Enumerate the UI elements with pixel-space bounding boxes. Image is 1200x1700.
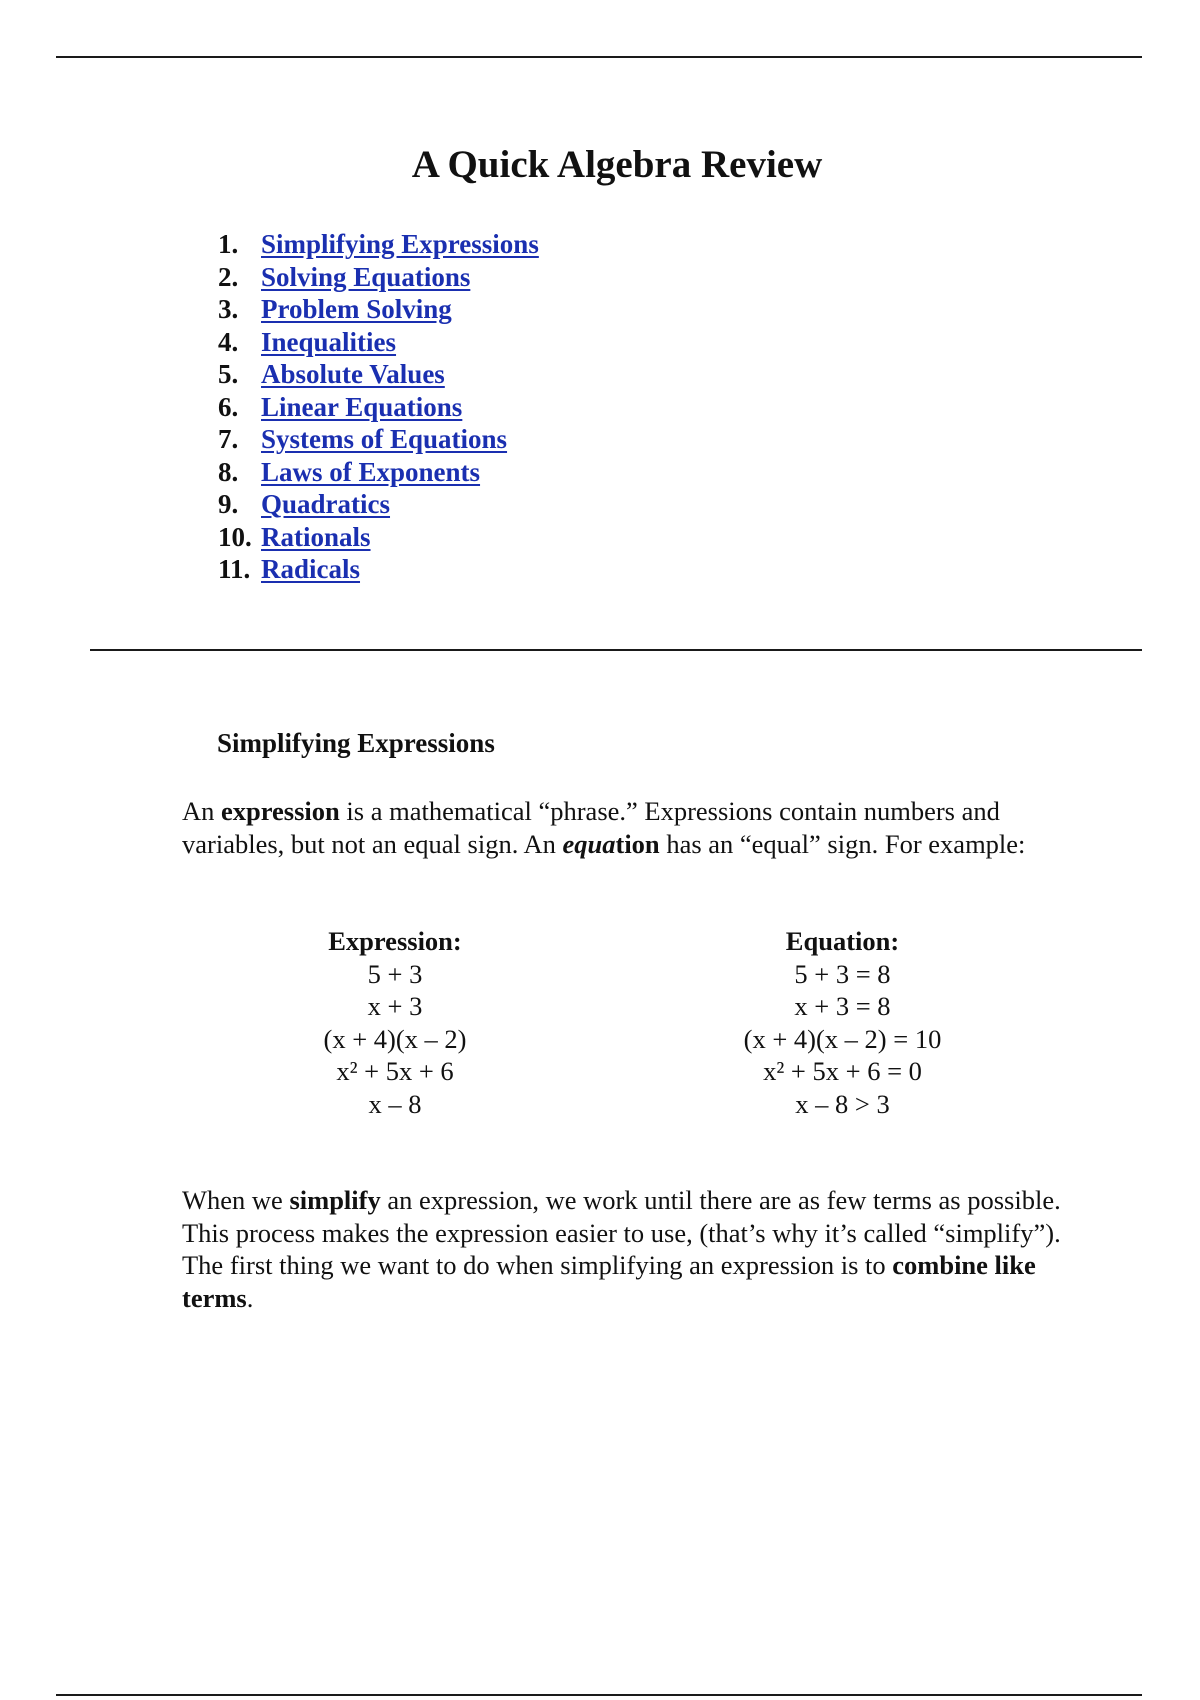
toc-item — [218, 228, 539, 261]
toc-item — [218, 391, 539, 424]
toc-link-solving-equations[interactable]: Solving Equations — [261, 261, 471, 292]
term-combine-like-terms: combine like terms — [182, 1250, 1036, 1313]
expression-heading: Expression: — [328, 926, 462, 956]
term-expression: expression — [221, 796, 340, 826]
equation-example: x² + 5x + 6 = 0 — [763, 1056, 922, 1086]
toc-link-laws-of-exponents[interactable]: Laws of Exponents — [261, 456, 481, 487]
toc-link-rationals[interactable]: Rationals — [261, 521, 371, 552]
toc-item — [218, 488, 539, 521]
toc-item — [218, 521, 539, 554]
toc-number: 1. — [218, 229, 239, 259]
intro-text: An — [182, 796, 222, 826]
table-of-contents — [218, 228, 539, 586]
intro-paragraph — [182, 795, 1062, 860]
equation-example: 5 + 3 = 8 — [794, 958, 891, 989]
page-title: A Quick Algebra Review — [411, 143, 823, 186]
top-rule — [56, 56, 1142, 58]
toc-item — [218, 261, 539, 294]
toc-link-inequalities[interactable]: Inequalities — [261, 326, 397, 357]
term-simplify: simplify — [289, 1185, 381, 1215]
expression-example: (x + 4)(x – 2) — [323, 1023, 467, 1054]
toc-number: 11. — [218, 554, 251, 584]
expression-example: x + 3 — [367, 991, 423, 1021]
intro-text: has an “equal” sign. For example: — [659, 828, 1026, 859]
simplify-paragraph — [182, 1184, 1062, 1314]
equation-example: x + 3 = 8 — [794, 991, 891, 1021]
section-heading: Simplifying Expressions — [217, 728, 495, 758]
toc-number: 10. — [218, 521, 252, 552]
equation-heading: Equation: — [785, 926, 900, 956]
simplify-text: When we — [182, 1185, 290, 1215]
expression-examples — [280, 925, 510, 1120]
equation-example: x – 8 > 3 — [795, 1088, 890, 1119]
toc-number: 8. — [218, 456, 239, 487]
intro-text: is a mathematical “phrase.” Expressions contain numbers and variables, but not an equal sign. An — [182, 796, 1000, 859]
term-equation — [563, 829, 660, 859]
expression-example: x – 8 — [368, 1088, 422, 1119]
term-equation-italic: equa — [562, 828, 616, 859]
expression-example: 5 + 3 — [367, 958, 423, 989]
toc-link-radicals[interactable]: Radicals — [261, 554, 361, 584]
toc-link-simplifying-expressions[interactable]: Simplifying Expressions — [261, 229, 539, 259]
expression-example: x² + 5x + 6 — [336, 1056, 454, 1086]
toc-link-absolute-values[interactable]: Absolute Values — [261, 359, 445, 389]
toc-number: 7. — [218, 424, 239, 454]
term-equation-rest: tion — [615, 828, 660, 859]
toc-item — [218, 326, 539, 359]
toc-number: 4. — [218, 326, 239, 357]
simplify-text: an expression, we work until there are as few terms as possible. This process makes the expression easier to use, (that’s why it’s called “simplify”). The first thing we want to do when simplifying an expression is to — [182, 1185, 1061, 1280]
equation-example: (x + 4)(x – 2) = 10 — [743, 1023, 942, 1054]
toc-item — [218, 293, 539, 326]
toc-item — [218, 553, 539, 586]
toc-link-linear-equations[interactable]: Linear Equations — [261, 391, 463, 422]
toc-number: 3. — [218, 294, 239, 324]
toc-link-problem-solving[interactable]: Problem Solving — [261, 294, 452, 324]
section-divider — [90, 649, 1142, 651]
bottom-rule — [56, 1694, 1142, 1696]
toc-link-systems-of-equations[interactable]: Systems of Equations — [261, 424, 508, 454]
toc-number: 9. — [218, 489, 239, 519]
toc-number: 5. — [218, 359, 239, 389]
simplify-text: . — [246, 1282, 254, 1313]
toc-item — [218, 423, 539, 456]
toc-link-quadratics[interactable]: Quadratics — [261, 489, 391, 519]
toc-item — [218, 456, 539, 489]
equation-examples — [700, 925, 985, 1120]
toc-number: 2. — [218, 261, 239, 292]
toc-item — [218, 358, 539, 391]
toc-number: 6. — [218, 391, 239, 422]
